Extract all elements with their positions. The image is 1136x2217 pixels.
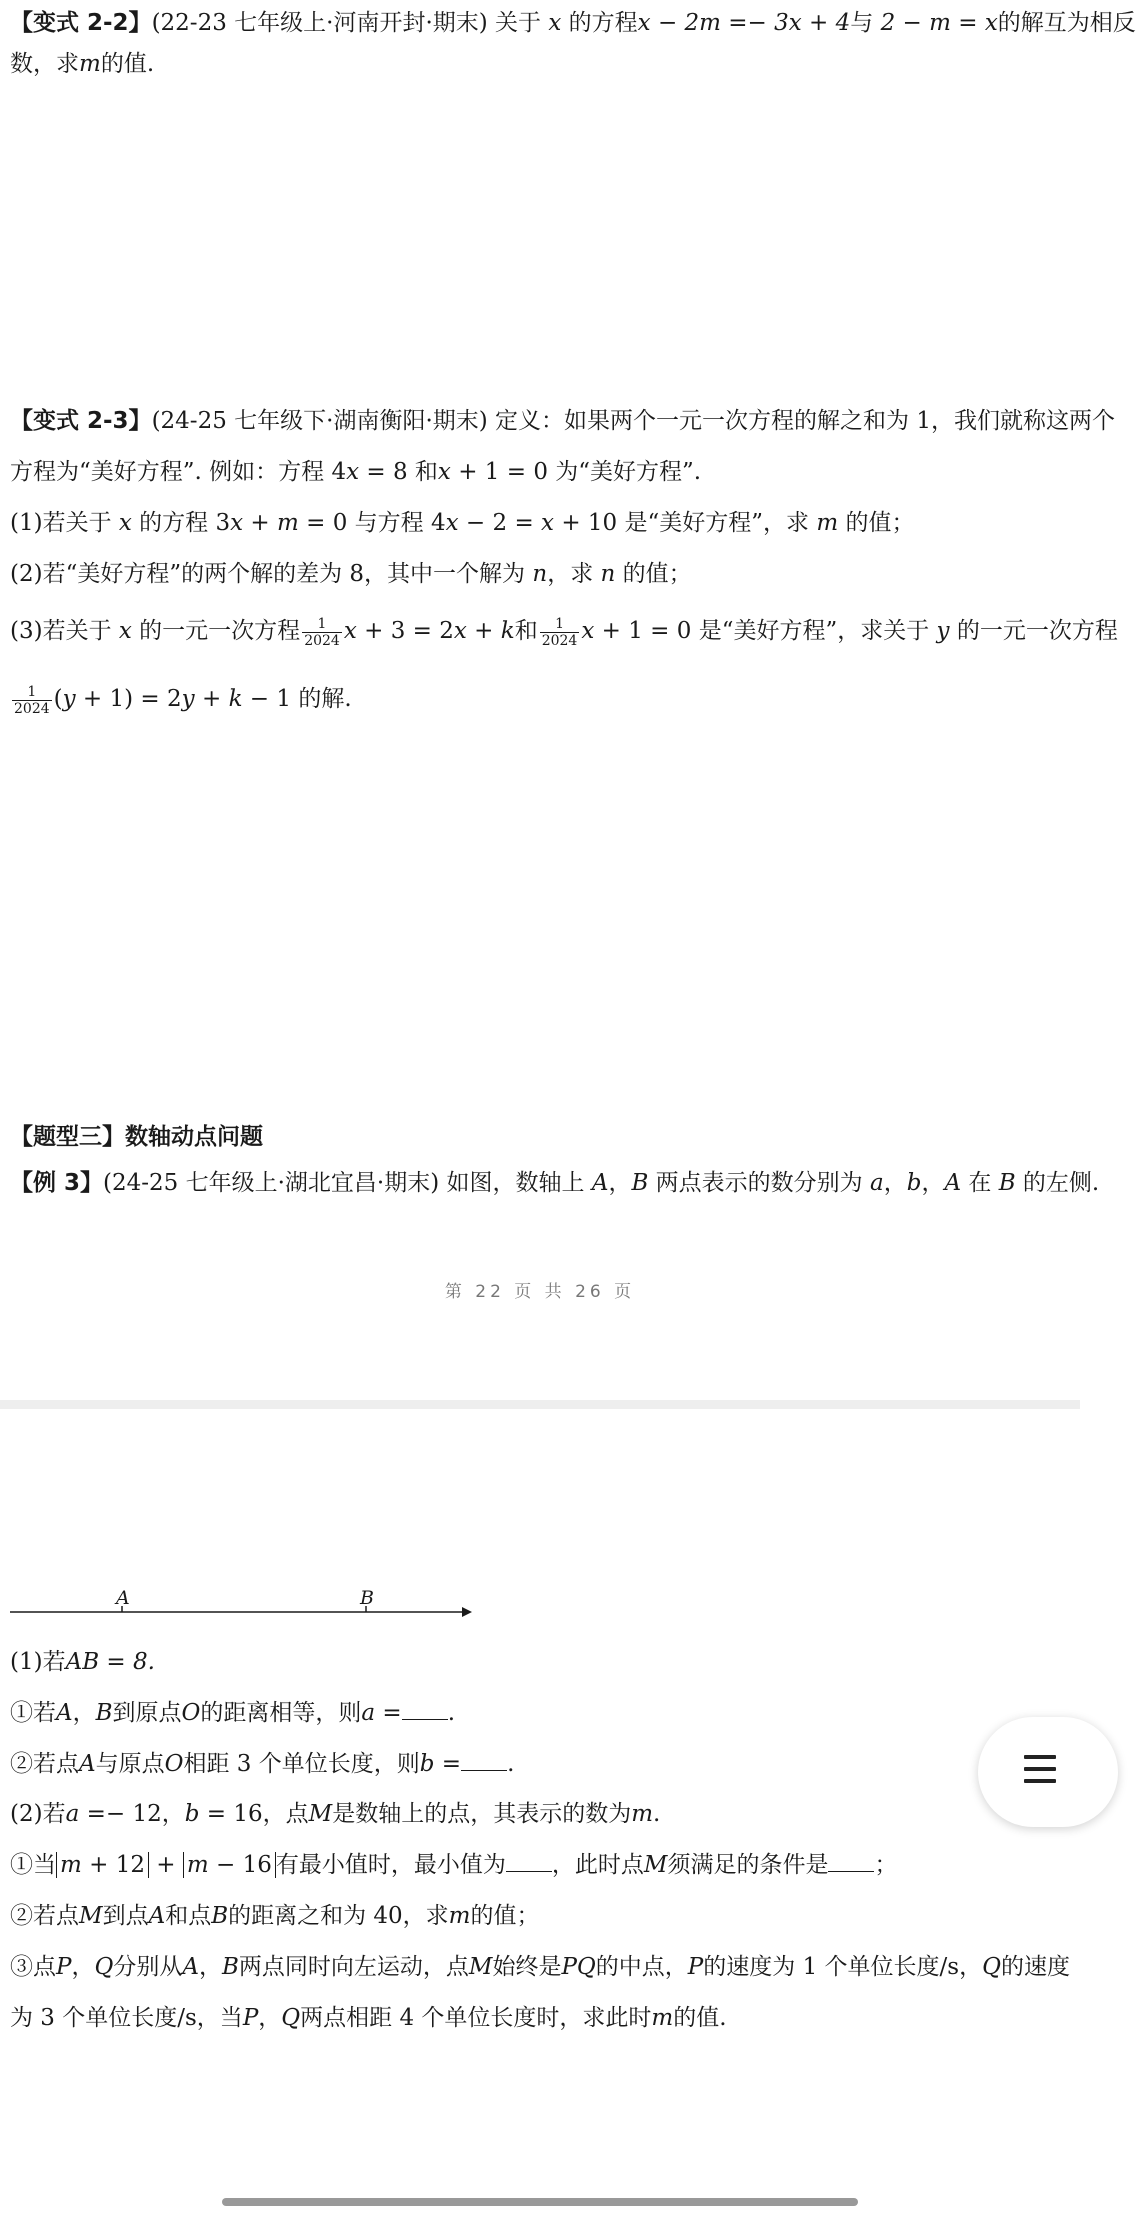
text: 的距离之和为 40，求 xyxy=(228,1903,449,1929)
text: ，点 xyxy=(262,1801,309,1827)
text: 在 xyxy=(961,1170,999,1196)
section-heading-type-3: 【题型三】数轴动点问题 xyxy=(10,1124,263,1150)
text: 的一元一次方程 xyxy=(131,618,301,644)
text: (1)若 xyxy=(10,1649,66,1675)
question-1 xyxy=(10,506,914,540)
var-y: y xyxy=(936,618,950,644)
question-2 xyxy=(10,557,692,591)
text: 须满足的条件是 xyxy=(667,1852,829,1878)
text: 分别从 xyxy=(113,1954,183,1980)
var-a-point: A xyxy=(182,1954,199,1980)
variant-2-2-line-1 xyxy=(10,6,1136,40)
variant-2-3-definition: (24-25 七年级下·湖南衡阳·期末) 定义：如果两个一元一次方程的解之和为 1，我们就称这两个 xyxy=(151,408,1116,434)
text: 的值. xyxy=(673,2005,727,2031)
equation-2: 2 − m = x xyxy=(880,10,998,36)
text: ①若 xyxy=(10,1700,56,1726)
var-m: m xyxy=(651,2005,674,2031)
text: ②若点 xyxy=(10,1903,79,1929)
text: ②若点 xyxy=(10,1751,79,1777)
var-b-point: B xyxy=(631,1170,649,1196)
part-1 xyxy=(10,1645,155,1679)
var-m: m xyxy=(816,510,839,536)
text: (24-25 七年级上·湖北宜昌·期末) 如图，数轴上 xyxy=(103,1170,592,1196)
eq-ab: AB = 8. xyxy=(65,1649,155,1675)
var-q: Q xyxy=(281,2005,301,2031)
answer-blank[interactable] xyxy=(461,1750,507,1771)
example-eq-1: 4x = 8 xyxy=(331,459,408,485)
text: 的值； xyxy=(615,561,692,587)
text: 两点同时向左运动，点 xyxy=(238,1954,469,1980)
text: 数，求 xyxy=(10,51,79,77)
text: 的方程 xyxy=(561,10,638,36)
part-2-i xyxy=(10,1848,897,1882)
text: 两点表示的数分别为 xyxy=(648,1170,870,1196)
number-line-arrow xyxy=(462,1607,472,1617)
var-b-point: B xyxy=(221,1954,239,1980)
text: 与方程 xyxy=(347,510,431,536)
var-b-point: B xyxy=(211,1903,229,1929)
text: ， xyxy=(198,1954,222,1980)
q3-eq-3: $\frac{1}{2024}$ (y + 1) = 2y + k − 1 xyxy=(14,683,292,717)
answer-blank[interactable] xyxy=(506,1851,552,1872)
text: 的距离相等，则 xyxy=(200,1700,362,1726)
var-m-point: M xyxy=(79,1903,103,1929)
text: (2)若“美好方程”的两个解的差为 8，其中一个解为 xyxy=(10,561,533,587)
text: ，求 xyxy=(547,561,601,587)
text: 的值； xyxy=(470,1903,540,1929)
var-a-point: A xyxy=(56,1700,73,1726)
answer-blank[interactable] xyxy=(402,1699,448,1720)
var-m: m xyxy=(79,51,101,77)
text: 和点 xyxy=(165,1903,212,1929)
text: 和 xyxy=(514,618,538,644)
text: 的速度为 1 个单位长度/s， xyxy=(703,1954,983,1980)
var-pq: PQ xyxy=(561,1954,596,1980)
var-p: P xyxy=(56,1954,72,1980)
question-3-line-2 xyxy=(10,682,352,717)
text: 的一元一次方程 xyxy=(949,618,1118,644)
text: ， xyxy=(258,2005,282,2031)
part-1-i xyxy=(10,1696,455,1730)
text: 和 xyxy=(407,459,438,485)
text: 是“美好方程”，求 xyxy=(617,510,817,536)
variant-2-2-source: (22-23 七年级上·河南开封·期末) 关于 xyxy=(151,10,549,36)
var-a: a xyxy=(869,1170,884,1196)
part-1-ii xyxy=(10,1747,514,1781)
text: ， xyxy=(921,1170,945,1196)
text: 与 xyxy=(850,10,881,36)
var-o: O xyxy=(181,1700,201,1726)
equation-1: x − 2m =− 3x + 4 xyxy=(637,10,851,36)
text: 的中点， xyxy=(595,1954,688,1980)
var-q: Q xyxy=(94,1954,114,1980)
var-p: P xyxy=(242,2005,259,2031)
example-3-line xyxy=(10,1166,1099,1200)
text: (3)若关于 xyxy=(10,618,119,644)
menu-line xyxy=(1024,1755,1056,1759)
abs-expression: m + 12 + m − 16 xyxy=(56,1852,276,1878)
text: 到点 xyxy=(102,1903,149,1929)
q1-eq-1: 3x + m = 0 xyxy=(215,510,348,536)
text: (1)若关于 xyxy=(10,510,119,536)
part-2-iii xyxy=(10,1950,1070,1984)
home-indicator[interactable] xyxy=(222,2198,858,2206)
text: b = xyxy=(419,1751,462,1777)
text: 的方程 xyxy=(131,510,216,536)
var-m: m xyxy=(448,1903,471,1929)
q3-eq-1: $\frac{1}{2024}$ x + 3 = 2x + k xyxy=(304,615,515,649)
text: 的值； xyxy=(838,510,915,536)
variant-2-3-line-1 xyxy=(10,404,1115,438)
var-x: x xyxy=(548,10,562,36)
text: ， xyxy=(71,1954,95,1980)
text: ①当 xyxy=(10,1852,56,1878)
point-a-label: A xyxy=(116,1587,130,1609)
part-2-iii-cont xyxy=(10,2001,727,2035)
text: ，此时点 xyxy=(551,1852,644,1878)
text: 为“美好方程”. xyxy=(547,459,702,485)
text: . xyxy=(507,1751,515,1777)
var-a-point: A xyxy=(944,1170,962,1196)
var-q: Q xyxy=(982,1954,1001,1980)
text: 的解. xyxy=(291,686,352,712)
var-b-point: B xyxy=(998,1170,1016,1196)
variant-2-2-line-2 xyxy=(10,47,154,81)
menu-line xyxy=(1024,1767,1056,1771)
text: ③点 xyxy=(10,1954,56,1980)
point-b-label: B xyxy=(360,1587,374,1609)
text: 两点相距 4 个单位长度时，求此时 xyxy=(300,2005,652,2031)
var-a-point: A xyxy=(591,1170,609,1196)
text: 为 3 个单位长度/s，当 xyxy=(10,2005,243,2031)
var-a-point: A xyxy=(148,1903,166,1929)
variant-2-3-tag: 【变式 2-3】 xyxy=(10,408,152,434)
text: a = xyxy=(361,1700,402,1726)
text: ， xyxy=(72,1700,96,1726)
text: 始终是 xyxy=(492,1954,562,1980)
text: 到原点 xyxy=(112,1700,182,1726)
text: 方程为“美好方程”. 例如：方程 xyxy=(10,459,332,485)
text: . xyxy=(653,1801,661,1827)
text: ； xyxy=(874,1852,898,1878)
example-eq-2: x + 1 = 0 xyxy=(437,459,548,485)
text: 相距 3 个单位长度，则 xyxy=(183,1751,420,1777)
eq-a-b: a =− 12，b = 16 xyxy=(65,1801,263,1827)
page-footer: 第 22 页 共 26 页 xyxy=(444,1282,636,1302)
question-3-line-1 xyxy=(10,614,1118,649)
var-m-point: M xyxy=(468,1954,493,1980)
answer-blank[interactable] xyxy=(828,1851,874,1872)
var-x: x xyxy=(118,618,132,644)
var-a-point: A xyxy=(79,1751,96,1777)
var-p: P xyxy=(687,1954,704,1980)
part-2-ii xyxy=(10,1899,539,1933)
part-2 xyxy=(10,1797,660,1831)
text: (2)若 xyxy=(10,1801,66,1827)
page-divider xyxy=(0,1400,1080,1409)
hamburger-menu-icon xyxy=(1024,1755,1056,1785)
var-m-point: M xyxy=(308,1801,333,1827)
text: 的值. xyxy=(100,51,155,77)
q1-eq-2: 4x − 2 = x + 10 xyxy=(431,510,618,536)
text: 的速度 xyxy=(1000,1954,1070,1980)
example-3-tag: 【例 3】 xyxy=(10,1170,104,1196)
menu-line xyxy=(1024,1779,1056,1783)
var-x: x xyxy=(118,510,132,536)
var-m: m xyxy=(631,1801,654,1827)
var-m-point: M xyxy=(643,1852,668,1878)
text: . xyxy=(447,1700,455,1726)
var-n: n xyxy=(532,561,548,587)
text: 的解互为相反 xyxy=(997,10,1136,36)
var-o: O xyxy=(164,1751,184,1777)
text: 的左侧. xyxy=(1015,1170,1100,1196)
q3-eq-2: $\frac{1}{2024}$ x + 1 = 0 xyxy=(541,615,692,649)
text: 是“美好方程”，求关于 xyxy=(691,618,937,644)
var-n: n xyxy=(600,561,616,587)
text: 与原点 xyxy=(95,1751,165,1777)
text: 有最小值时，最小值为 xyxy=(275,1852,506,1878)
var-b-point: B xyxy=(95,1700,113,1726)
floating-menu-button[interactable] xyxy=(978,1717,1118,1827)
number-line-figure xyxy=(10,1587,480,1630)
variant-2-2-tag: 【变式 2-2】 xyxy=(10,10,152,36)
text: ， xyxy=(883,1170,907,1196)
variant-2-3-line-2 xyxy=(10,455,701,489)
text: ， xyxy=(608,1170,632,1196)
var-b: b xyxy=(906,1170,922,1196)
text: 是数轴上的点，其表示的数为 xyxy=(332,1801,632,1827)
